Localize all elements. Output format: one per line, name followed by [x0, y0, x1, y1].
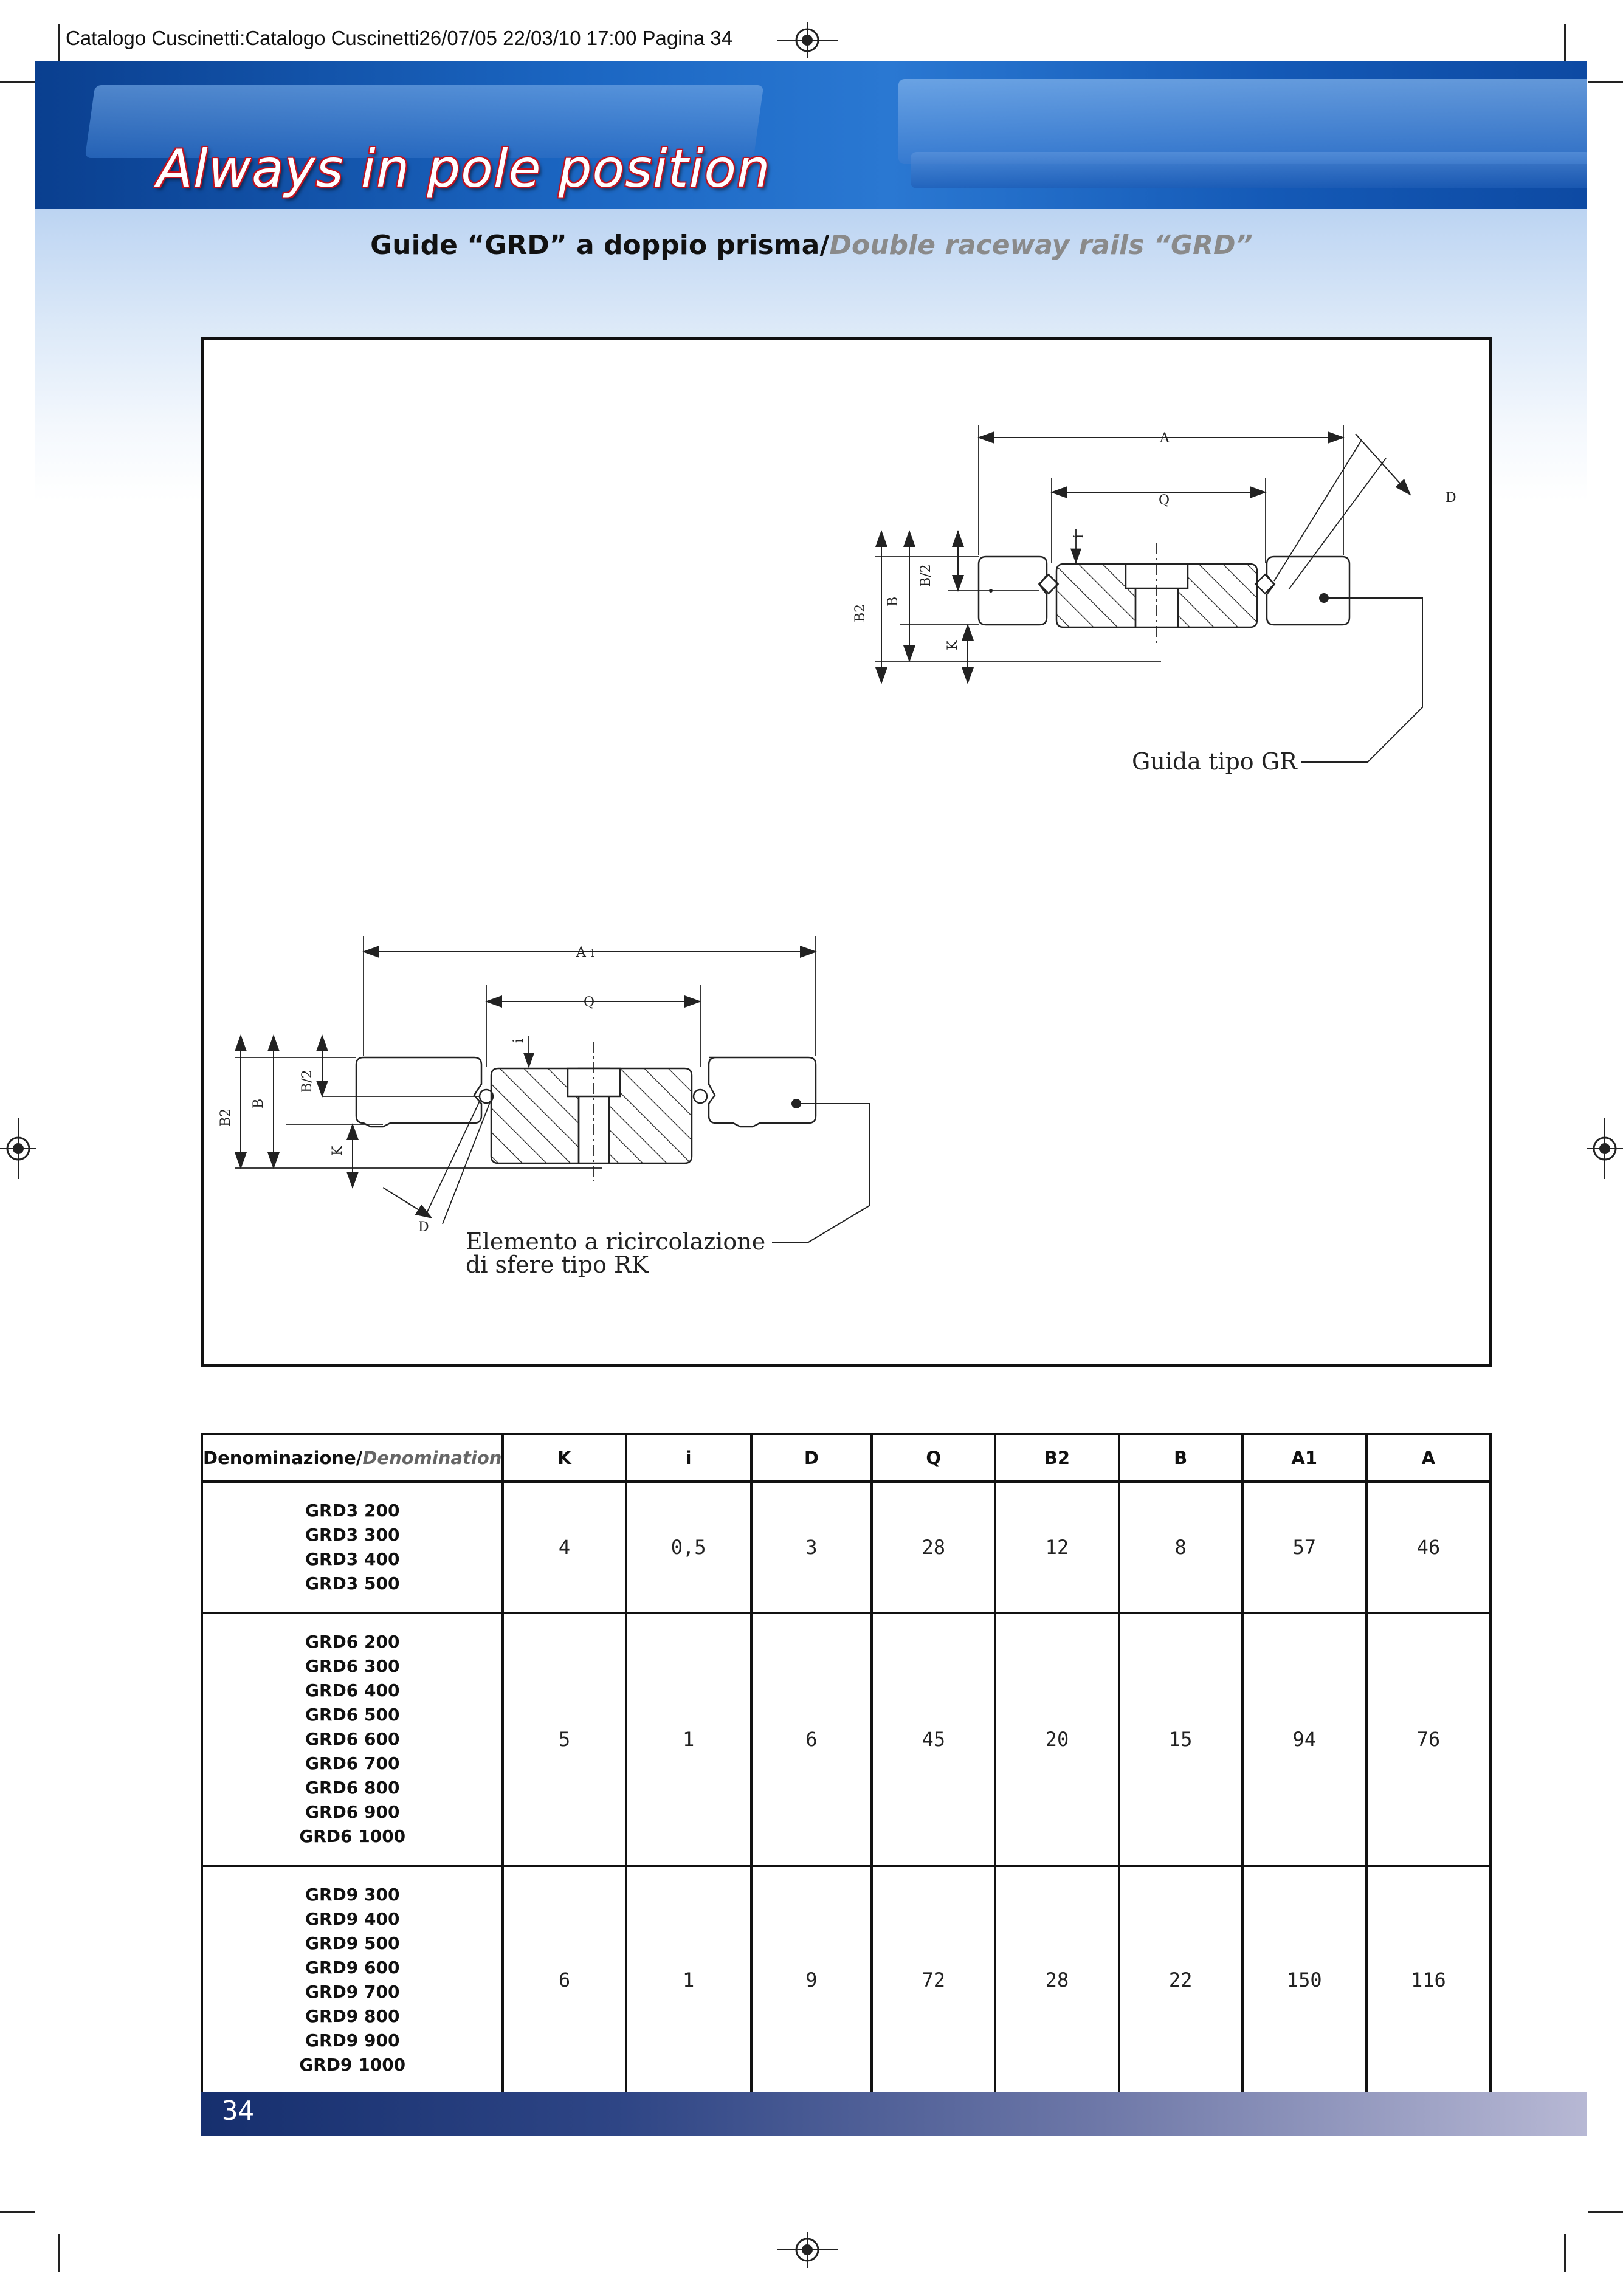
- denomination-item: GRD9 800: [305, 2006, 400, 2026]
- header-denomination: [202, 1434, 503, 1482]
- registration-mark-top: [777, 22, 838, 58]
- header-denomination-english: Denomination: [362, 1448, 502, 1468]
- dim-label-a1: [576, 945, 596, 960]
- header-a1: A1: [1242, 1434, 1366, 1482]
- dim-label-b2-bottom: B2: [218, 1108, 233, 1127]
- dim-label-i: i: [1072, 534, 1087, 538]
- denomination-item: GRD9 400: [305, 1909, 400, 1929]
- value-i: 0,5: [626, 1482, 751, 1613]
- value-q: 45: [872, 1613, 995, 1866]
- rail-decoration: [911, 152, 1587, 188]
- denomination-item: GRD6 800: [305, 1778, 400, 1798]
- value-b: 22: [1119, 1866, 1242, 2094]
- value-d: 6: [751, 1613, 872, 1866]
- table-row: [202, 1482, 1490, 1613]
- denomination-item: GRD9 700: [305, 1982, 400, 2002]
- dim-label-b2: B2: [853, 603, 868, 622]
- denomination-item: GRD3 200: [305, 1500, 400, 1521]
- value-k: 6: [503, 1866, 625, 2094]
- value-q: 28: [872, 1482, 995, 1613]
- technical-drawing: [201, 337, 1492, 1367]
- value-b: 15: [1119, 1613, 1242, 1866]
- crop-mark: [1564, 2234, 1566, 2272]
- crop-mark: [58, 2234, 60, 2272]
- crop-mark: [1564, 24, 1566, 62]
- value-d: 3: [751, 1482, 872, 1613]
- caption-rk-line1: Elemento a ricircolazione: [466, 1228, 766, 1255]
- denomination-item: GRD9 300: [305, 1885, 400, 1905]
- denomination-item: GRD6 1000: [299, 1826, 406, 1846]
- section-title: [0, 230, 1623, 261]
- bottom-assembly: [235, 936, 869, 1242]
- value-k: 5: [503, 1613, 625, 1866]
- denomination-item: GRD6 200: [305, 1632, 400, 1652]
- header-denomination-italian: Denominazione/: [203, 1448, 363, 1468]
- header-q: Q: [872, 1434, 995, 1482]
- printer-slug: Catalogo Cuscinetti:Catalogo Cuscinetti26/07/05 22/03/10 17:00 Pagina 34: [66, 27, 733, 49]
- value-i: 1: [626, 1866, 751, 2094]
- value-a: 116: [1366, 1866, 1490, 2094]
- value-i: 1: [626, 1613, 751, 1866]
- denomination-item: GRD9 600: [305, 1957, 400, 1978]
- denomination-item: GRD9 900: [305, 2030, 400, 2050]
- header-b2: B2: [995, 1434, 1118, 1482]
- dim-label-d: D: [1446, 490, 1456, 506]
- section-title-italian: Guide “GRD” a doppio prisma/: [370, 230, 830, 261]
- denomination-item: GRD6 400: [305, 1680, 400, 1700]
- dim-label-q: Q: [1159, 493, 1170, 508]
- crop-mark: [58, 24, 60, 62]
- dim-label-b: B: [886, 596, 901, 607]
- header-d: D: [751, 1434, 872, 1482]
- table-row: [202, 1866, 1490, 2094]
- crop-mark: [0, 2211, 35, 2213]
- denomination-item: GRD6 600: [305, 1729, 400, 1749]
- denomination-item: GRD6 700: [305, 1753, 400, 1773]
- dim-label-a: A: [1160, 431, 1170, 446]
- header-a: A: [1366, 1434, 1490, 1482]
- dim-label-b-bottom: B: [251, 1098, 266, 1108]
- dim-label-b-half-bottom: B/2: [300, 1070, 315, 1093]
- value-a1: 94: [1242, 1613, 1366, 1866]
- denomination-item: GRD9 500: [305, 1933, 400, 1953]
- footer-bar: [201, 2092, 1587, 2136]
- registration-mark-left: [0, 1118, 36, 1179]
- crop-mark: [1588, 2211, 1623, 2213]
- denomination-list: [202, 1866, 503, 2094]
- dim-label-i-bottom: i: [511, 1038, 526, 1043]
- header-k: K: [503, 1434, 625, 1482]
- dim-label-b-half: B/2: [918, 564, 934, 587]
- caption-rk-line2: di sfere tipo RK: [466, 1251, 649, 1278]
- value-a: 76: [1366, 1613, 1490, 1866]
- denomination-item: GRD3 500: [305, 1573, 400, 1593]
- crop-mark: [1588, 81, 1623, 83]
- specs-table: [201, 1433, 1492, 2095]
- denomination-list: [202, 1482, 503, 1613]
- dim-label-d-bottom: D: [418, 1220, 429, 1235]
- caption-guida-gr: Guida tipo GR: [1132, 748, 1297, 775]
- value-b2: 20: [995, 1613, 1118, 1866]
- page-number: 34: [222, 2095, 254, 2126]
- registration-mark-bottom: [777, 2232, 838, 2268]
- value-k: 4: [503, 1482, 625, 1613]
- dim-label-a1-subscript: 1: [589, 947, 596, 959]
- header-i: i: [626, 1434, 751, 1482]
- value-b2: 12: [995, 1482, 1118, 1613]
- denomination-item: GRD9 1000: [299, 2055, 406, 2075]
- value-a: 46: [1366, 1482, 1490, 1613]
- value-b: 8: [1119, 1482, 1242, 1613]
- denomination-item: GRD6 900: [305, 1802, 400, 1822]
- top-assembly: [875, 425, 1422, 762]
- denomination-item: GRD3 400: [305, 1549, 400, 1569]
- table-row: [202, 1613, 1490, 1866]
- denomination-item: GRD6 500: [305, 1705, 400, 1725]
- registration-mark-right: [1587, 1118, 1623, 1179]
- value-a1: 150: [1242, 1866, 1366, 2094]
- denomination-item: GRD3 300: [305, 1525, 400, 1545]
- header-b: B: [1119, 1434, 1242, 1482]
- rail-decoration: [898, 79, 1587, 164]
- crop-mark: [0, 81, 35, 83]
- value-a1: 57: [1242, 1482, 1366, 1613]
- section-title-english: Double raceway rails “GRD”: [829, 230, 1253, 261]
- dim-label-q-bottom: Q: [584, 995, 595, 1010]
- value-d: 9: [751, 1866, 872, 2094]
- dim-label-k-bottom: K: [330, 1146, 345, 1156]
- denomination-item: GRD6 300: [305, 1656, 400, 1676]
- value-q: 72: [872, 1866, 995, 2094]
- banner-title: Always in pole position: [157, 139, 771, 199]
- value-b2: 28: [995, 1866, 1118, 2094]
- dim-label-a1-letter: A: [576, 945, 586, 960]
- dim-label-k: K: [945, 640, 960, 650]
- denomination-list: [202, 1613, 503, 1866]
- table-header-row: [202, 1434, 1490, 1482]
